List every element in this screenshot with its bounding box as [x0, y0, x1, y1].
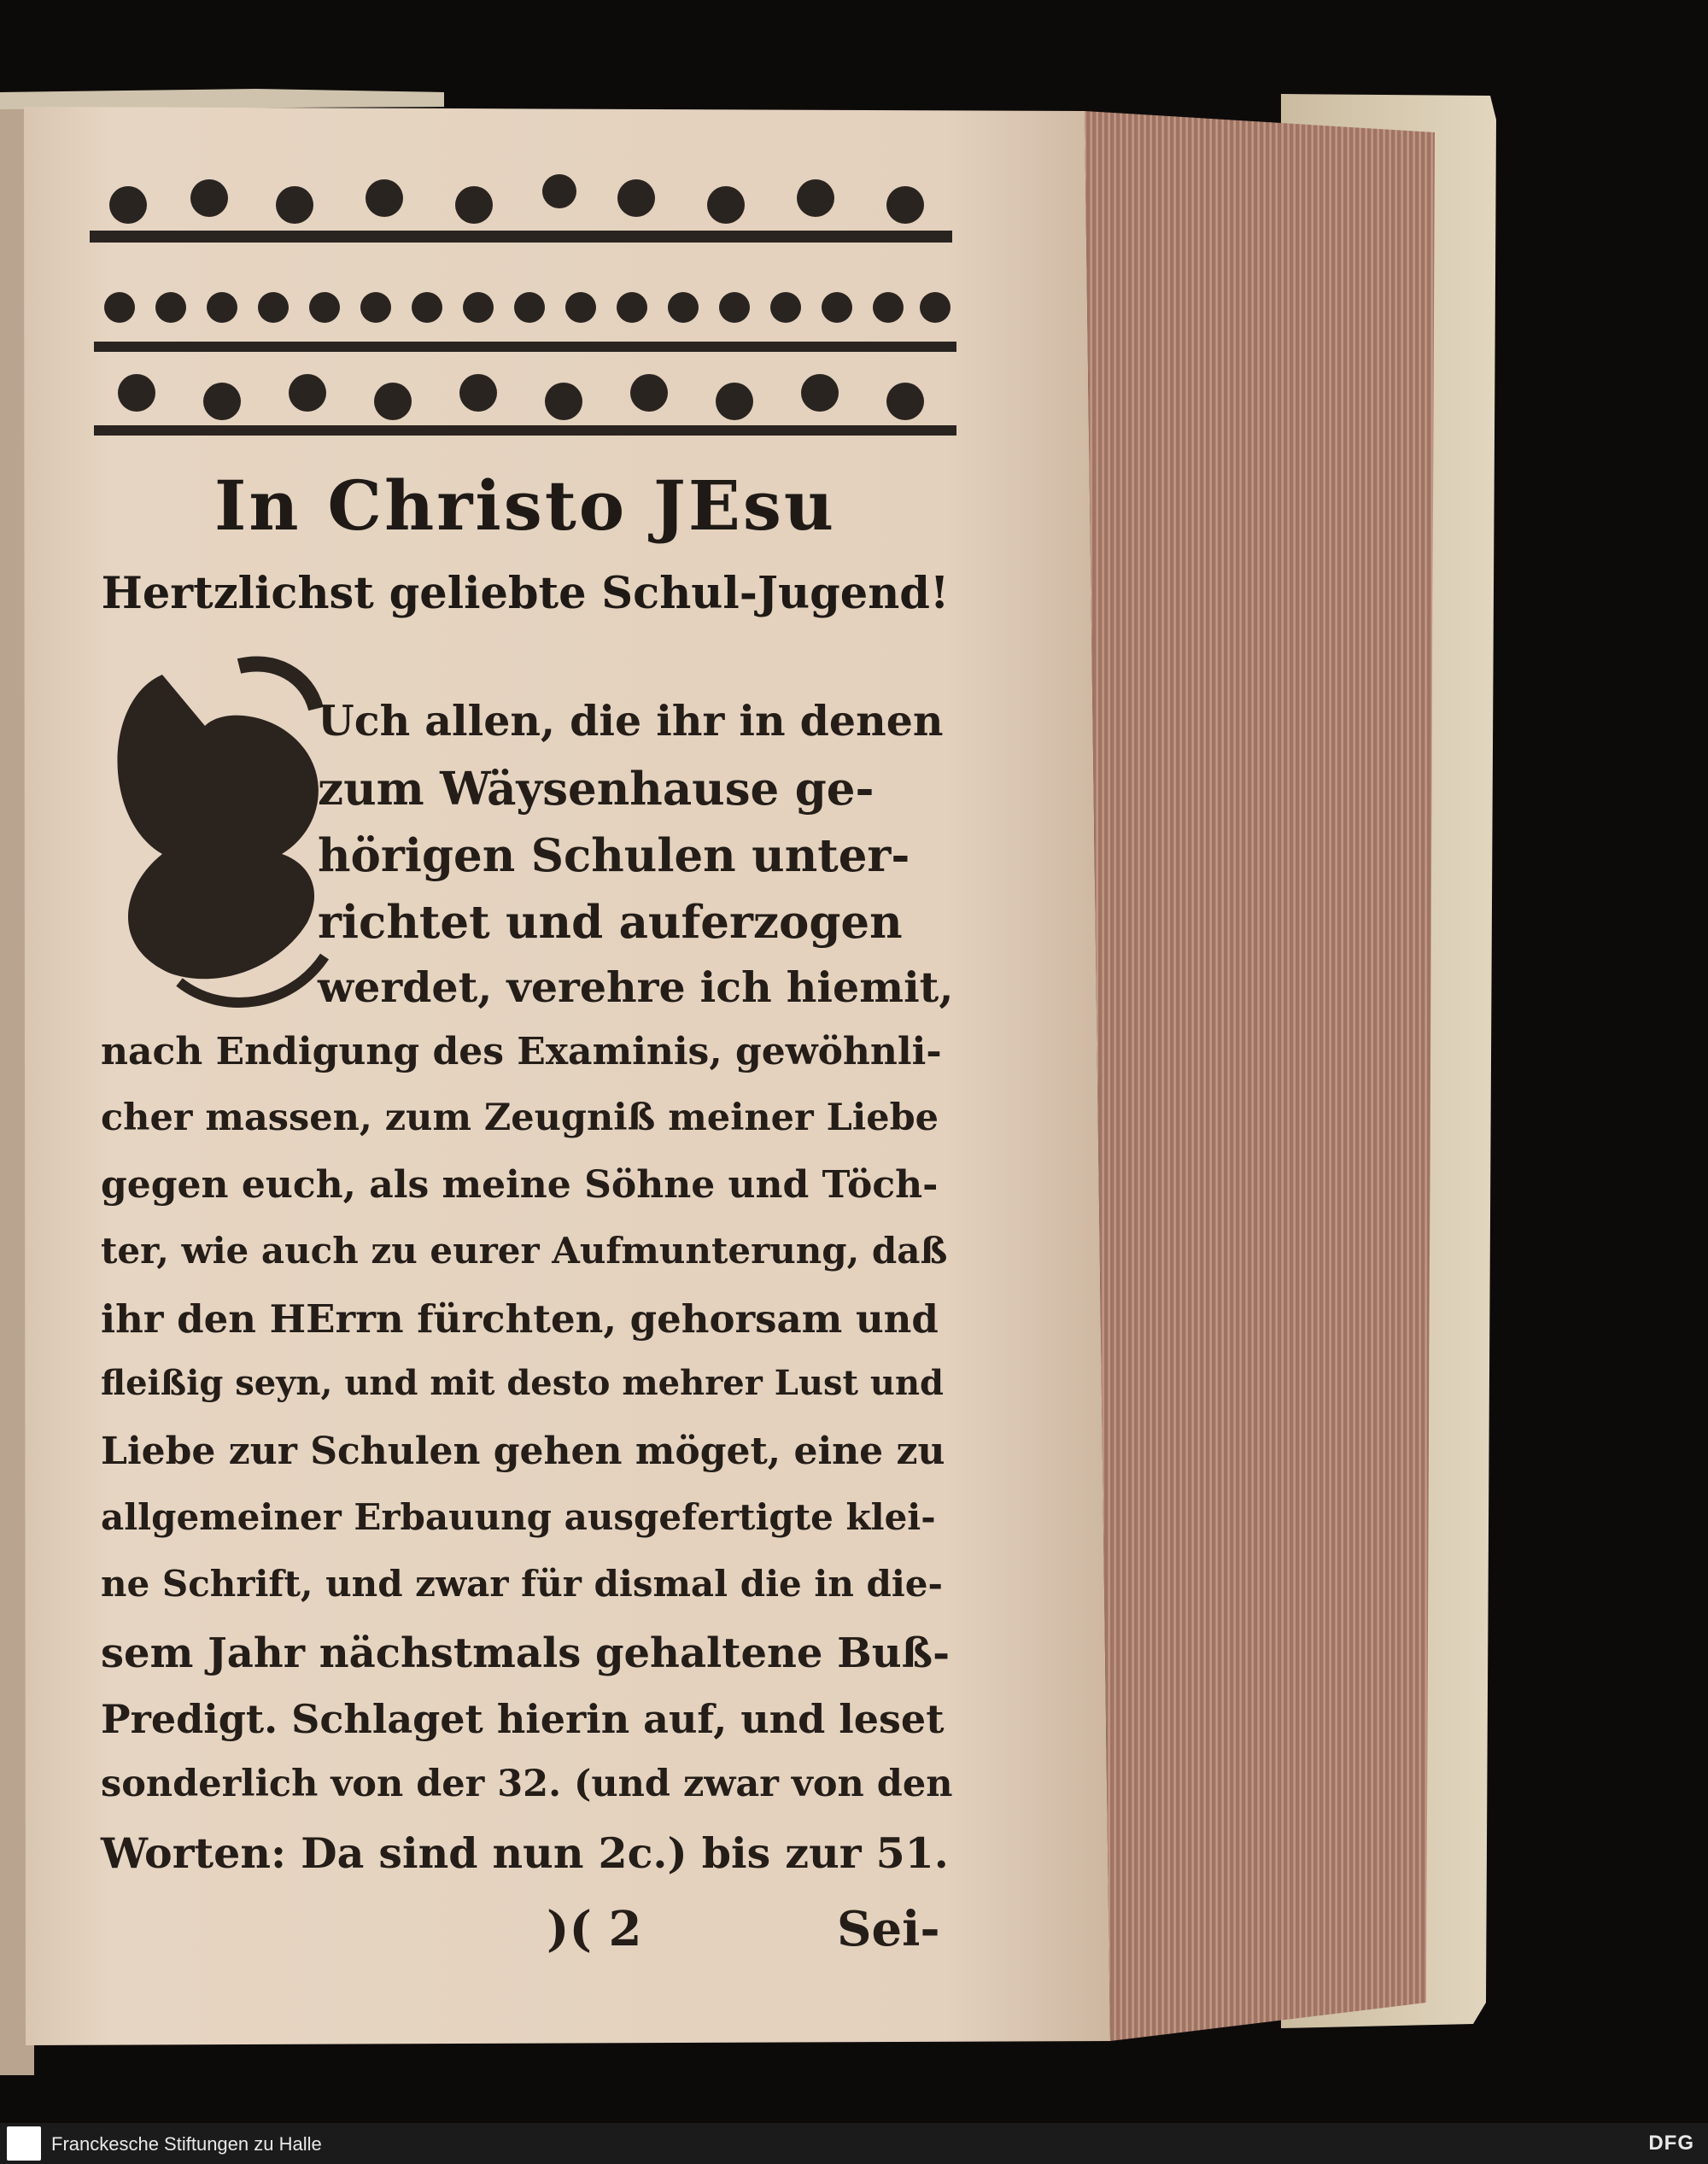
body-line: zum Wäysenhause ge-	[318, 763, 874, 816]
dfg-logo: DFG	[1648, 2132, 1694, 2155]
viewer-footer	[0, 2123, 1708, 2164]
body-line: Uch allen, die ihr in denen	[318, 696, 944, 746]
body-line: hörigen Schulen unter-	[318, 829, 910, 882]
body-line: sem Jahr nächstmals gehaltene Buß-	[101, 1629, 951, 1677]
institution-logo-icon	[7, 2126, 41, 2161]
institution-name: Franckesche Stiftungen zu Halle	[51, 2133, 322, 2155]
body-line: sonderlich von der 32. (und zwar von den	[101, 1763, 953, 1805]
body-line: werdet, verehre ich hiemit,	[318, 962, 954, 1012]
body-line: allgemeiner Erbauung ausgefertigte klei-	[101, 1496, 936, 1538]
body-line: ter, wie auch zu eurer Aufmunterung, daß	[101, 1230, 948, 1272]
catchword: Sei-	[837, 1901, 940, 1957]
body-line: ihr den HErrn fürchten, gehorsam und	[101, 1296, 939, 1342]
body-line: nach Endigung des Examinis, gewöhnli-	[101, 1030, 942, 1073]
body-line: fleißig seyn, und mit desto mehrer Lust und	[101, 1363, 944, 1403]
body-line: ne Schrift, und zwar für dismal die in die-	[101, 1563, 943, 1605]
body-line: Liebe zur Schulen gehen möget, eine zu	[101, 1430, 945, 1473]
body-line: Worten: Da sind nun 2c.) bis zur 51.	[101, 1828, 949, 1878]
heading-line-1: In Christo JEsu	[214, 465, 837, 546]
body-line: gegen euch, als meine Söhne und Töch-	[101, 1163, 939, 1207]
body-line: cher massen, zum Zeugniß meiner Liebe	[101, 1097, 939, 1139]
body-line: richtet und auferzogen	[318, 896, 903, 949]
signature-mark: )( 2	[547, 1901, 642, 1957]
heading-line-2: Hertzlichst geliebte Schul-Jugend!	[101, 568, 950, 619]
body-line: Predigt. Schlaget hierin auf, und leset	[101, 1696, 945, 1742]
